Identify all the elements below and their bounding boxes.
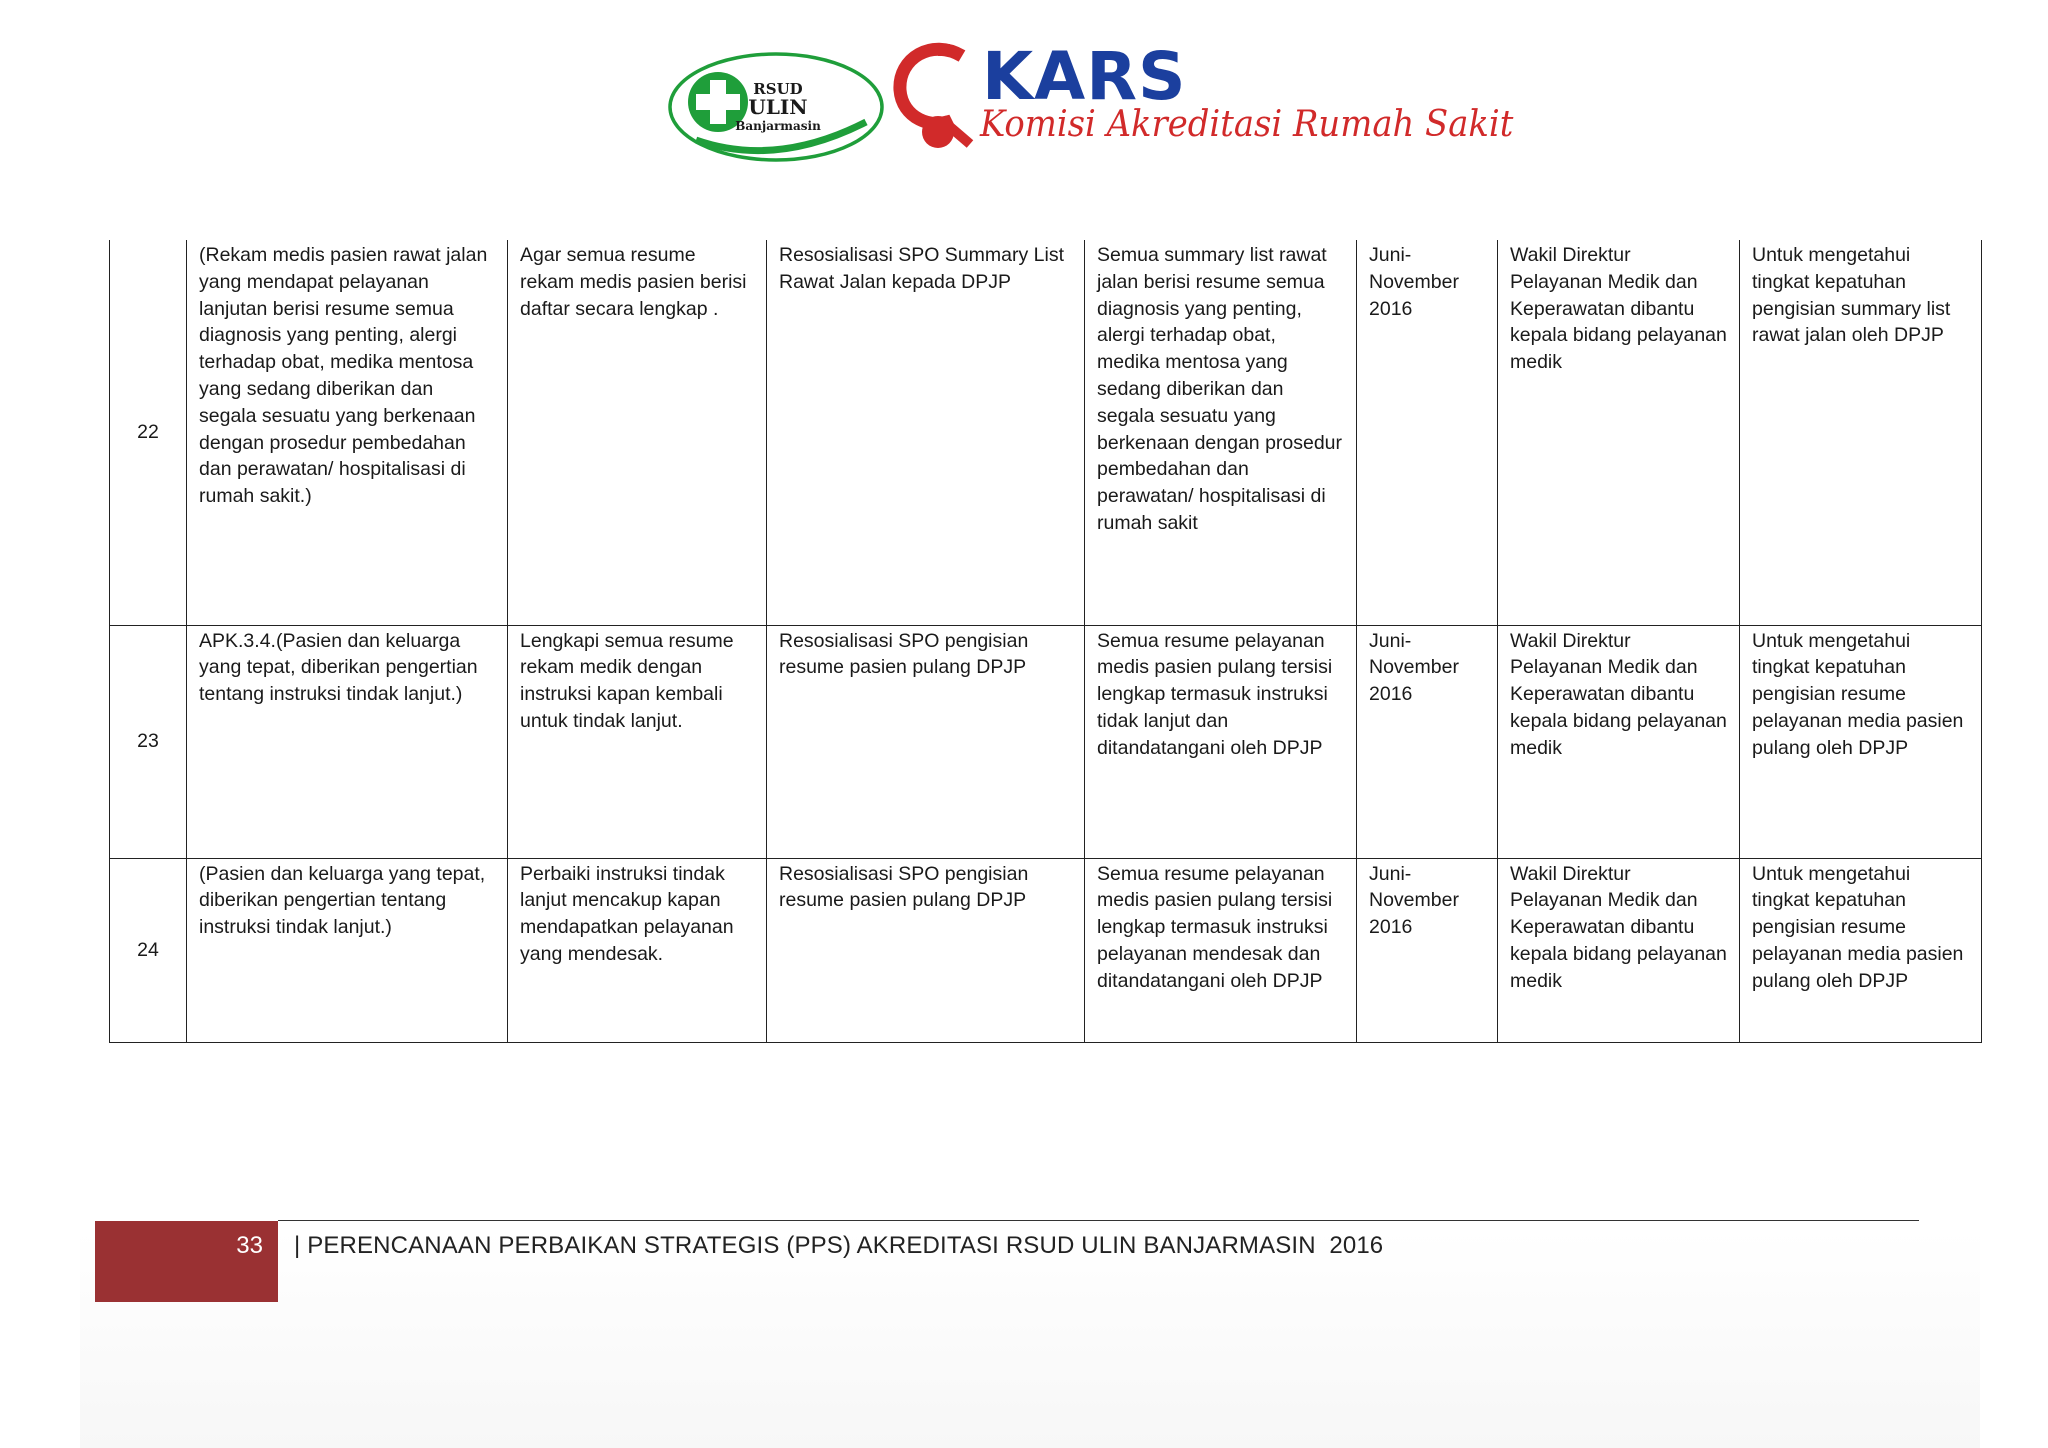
kars-logo <box>892 38 1514 158</box>
objective-cell: Perbaiki instruksi tindak lanjut mencakup kapan mendapatkan pelayanan yang mendesak. <box>508 858 767 1042</box>
timeline-cell: Juni- November 2016 <box>1357 240 1498 625</box>
activity-cell: Resosialisasi SPO Summary List Rawat Jalan kepada DPJP <box>767 240 1085 625</box>
target-cell: Semua resume pelayanan medis pasien pulang tersisi lengkap termasuk instruksi pelayanan mendesak dan ditandatangani oleh DPJP <box>1085 858 1357 1042</box>
kars-wordmark: KARS <box>982 38 1187 115</box>
footer-divider <box>278 1220 1919 1221</box>
rsud-ulin-logo <box>666 50 886 164</box>
objective-cell: Lengkapi semua resume rekam medik dengan instruksi kapan kembali untuk tindak lanjut. <box>508 625 767 858</box>
standard-cell: (Pasien dan keluarga yang tepat, diberikan pengertian tentang instruksi tindak lanjut.) <box>187 858 508 1042</box>
objective-cell: Agar semua resume rekam medis pasien berisi daftar secara lengkap . <box>508 240 767 625</box>
row-number: 24 <box>110 858 187 1042</box>
table-row <box>110 240 1982 625</box>
footer-title: | PERENCANAAN PERBAIKAN STRATEGIS (PPS) AKREDITASI RSUD ULIN BANJARMASIN 2016 <box>294 1232 1384 1259</box>
logo-text-rsud: RSUD <box>753 80 803 98</box>
indicator-cell: Untuk mengetahui tingkat kepatuhan pengisian resume pelayanan media pasien pulang oleh DPJP <box>1740 625 1982 858</box>
kars-emblem-icon <box>892 38 984 158</box>
timeline-cell: Juni- November 2016 <box>1357 858 1498 1042</box>
page-shadow <box>80 1230 1980 1448</box>
logo-text-city: Banjarmasin <box>735 119 821 133</box>
pps-table <box>109 240 1982 1043</box>
page-number: 33 <box>236 1232 263 1259</box>
logo-text-ulin: ULIN <box>748 95 808 119</box>
kars-subtitle: Komisi Akreditasi Rumah Sakit <box>980 104 1514 145</box>
indicator-cell: Untuk mengetahui tingkat kepatuhan pengisian summary list rawat jalan oleh DPJP <box>1740 240 1982 625</box>
row-number: 23 <box>110 625 187 858</box>
timeline-cell: Juni- November 2016 <box>1357 625 1498 858</box>
activity-cell: Resosialisasi SPO pengisian resume pasien pulang DPJP <box>767 858 1085 1042</box>
row-number: 22 <box>110 240 187 625</box>
activity-cell: Resosialisasi SPO pengisian resume pasien pulang DPJP <box>767 625 1085 858</box>
standard-cell: APK.3.4.(Pasien dan keluarga yang tepat, diberikan pengertian tentang instruksi tindak lanjut.) <box>187 625 508 858</box>
table-row <box>110 858 1982 1042</box>
responsible-cell: Wakil Direktur Pelayanan Medik dan Keperawatan dibantu kepala bidang pelayanan medik <box>1498 858 1740 1042</box>
indicator-cell: Untuk mengetahui tingkat kepatuhan pengisian resume pelayanan media pasien pulang oleh DPJP <box>1740 858 1982 1042</box>
target-cell: Semua resume pelayanan medis pasien pulang tersisi lengkap termasuk instruksi tidak lanjut dan ditandatangani oleh DPJP <box>1085 625 1357 858</box>
responsible-cell: Wakil Direktur Pelayanan Medik dan Keperawatan dibantu kepala bidang pelayanan medik <box>1498 240 1740 625</box>
responsible-cell: Wakil Direktur Pelayanan Medik dan Keperawatan dibantu kepala bidang pelayanan medik <box>1498 625 1740 858</box>
table-row <box>110 625 1982 858</box>
standard-cell: (Rekam medis pasien rawat jalan yang mendapat pelayanan lanjutan berisi resume semua diagnosis yang penting, alergi terhadap obat, medika mentosa yang sedang diberikan dan segala sesuatu yang berkenaan dengan prosedur pembedahan dan perawatan/ hospitalisasi di rumah sakit.) <box>187 240 508 625</box>
target-cell: Semua summary list rawat jalan berisi resume semua diagnosis yang penting, alergi terhadap obat, medika mentosa yang sedang diberikan dan segala sesuatu yang berkenaan dengan prosedur pembedahan dan perawatan/ hospitalisasi di rumah sakit <box>1085 240 1357 625</box>
